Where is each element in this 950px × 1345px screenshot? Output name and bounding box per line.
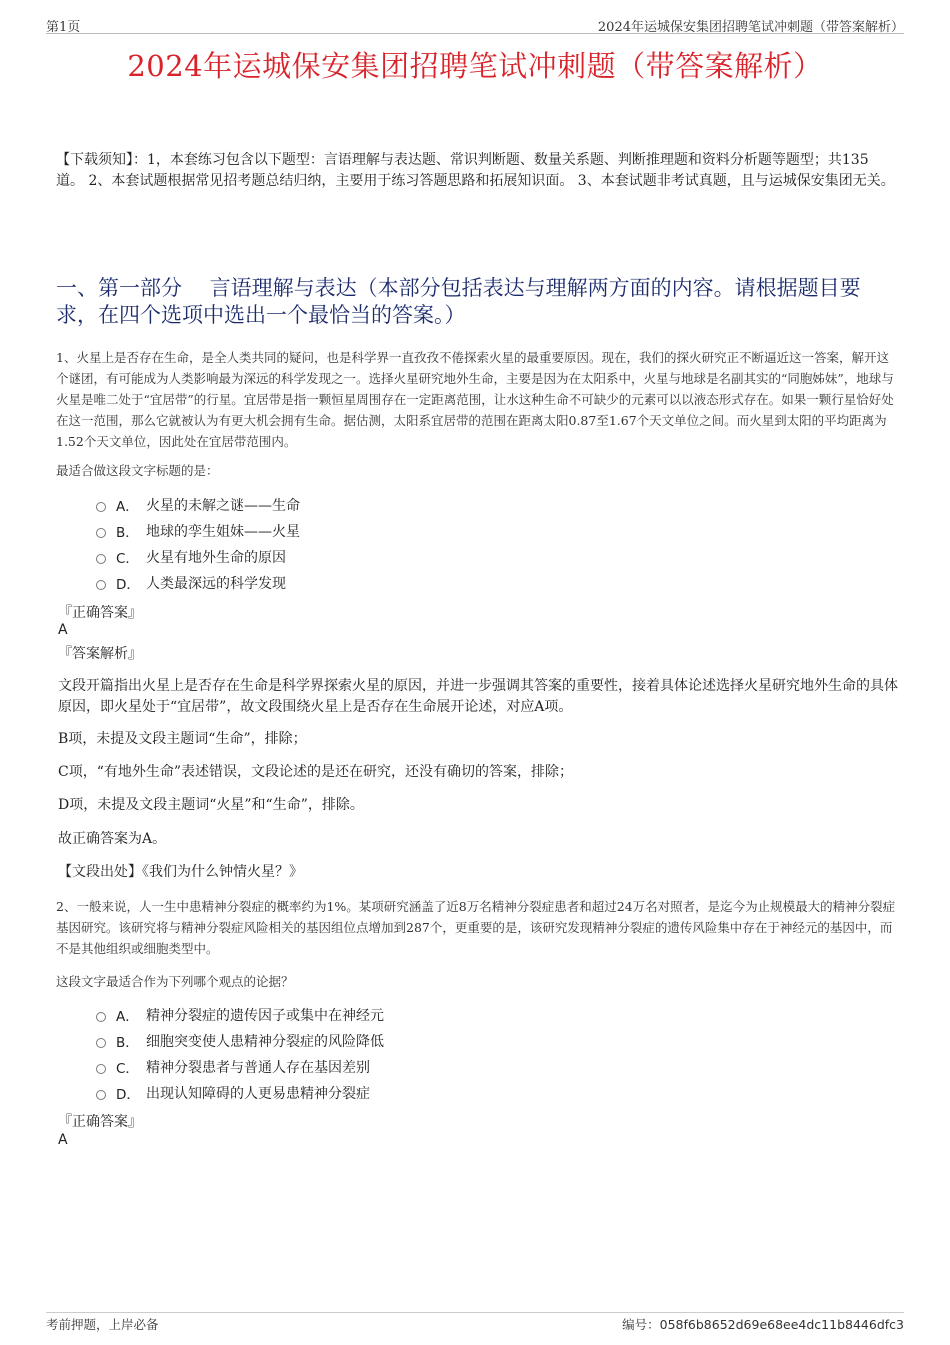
question-2-option-b[interactable] [96,1030,384,1052]
analysis-paragraph: D项，未提及文段主题词“火星”和“生命”，排除。 [58,797,364,813]
option-letter: C． [116,1061,139,1077]
question-1-option-c[interactable] [96,546,286,568]
question-1-answer: A [58,622,68,638]
option-text: 精神分裂症的遗传因子或集中在神经元 [146,1008,384,1024]
analysis-paragraph: 文段开篇指出火星上是否存在生命是科学界探索火星的原因，并进一步强调其答案的重要性，接着具体论述选择火星研究地外生命的具体原因，即火星处于“宜居带”，故文段围绕火星上是否存在生命展开论述，对应A项。 [58,678,898,715]
radio-icon[interactable] [96,502,106,512]
option-letter: D． [116,577,140,593]
question-1-option-a[interactable] [96,494,300,516]
passage-source: 【文段出处】《我们为什么钟情火星？》 [58,864,303,880]
question-1-passage: 1、火星上是否存在生命，是全人类共同的疑问，也是科学界一直孜孜不倦探索火星的最重要原因。现在，我们的探火研究正不断逼近这一答案，解开这个谜团，有可能成为人类影响最为深远的科学发现之一。选择火星研究地外生命，主要是因为在太阳系中，火星与地球是名副其实的“同胞姊妹”，地球与火星是唯二处于“宜居带”的行星。宜居带是指一颗恒星周围存在一定距离范围，让水这种生命不可缺少的元素可以以液态形式存在。如果一颗行星恰好处在这一范围，那么它就被认为有更大机会拥有生命。据估测，太阳系宜居带的范围在距离太阳0.87至1.67个天文单位之间。而火星到太阳的平均距离为1.52个天文单位，因此处在宜居带范围内。 [56,350,894,449]
question-1-option-d[interactable] [96,572,286,594]
radio-icon[interactable] [96,528,106,538]
analysis-paragraph: 故正确答案为A。 [58,831,167,847]
question-2-answer-label: 『正确答案』 [58,1114,142,1130]
option-text: 细胞突变使人患精神分裂症的风险降低 [146,1034,384,1050]
option-text: 火星有地外生命的原因 [146,550,286,566]
radio-icon[interactable] [96,1090,106,1100]
question-2-option-a[interactable] [96,1004,384,1026]
radio-icon[interactable] [96,1064,106,1074]
header-divider [46,33,904,34]
option-text: 精神分裂患者与普通人存在基因差别 [146,1060,370,1076]
document-id: 编号：058f6b8652d69e68ee4dc11b8446dfc3 [622,1317,904,1332]
option-letter: D． [116,1087,140,1103]
footer-slogan: 考前押题，上岸必备 [46,1317,159,1332]
question-1-stem: 最适合做这段文字标题的是： [56,463,219,478]
radio-icon[interactable] [96,1012,106,1022]
option-letter: C． [116,551,139,567]
question-1-answer-label: 『正确答案』 [58,605,142,621]
option-letter: B． [116,1035,139,1051]
option-text: 火星的未解之谜——生命 [146,498,300,514]
radio-icon[interactable] [96,1038,106,1048]
question-1-option-b[interactable] [96,520,300,542]
question-2-option-c[interactable] [96,1056,370,1078]
option-letter: A． [116,499,139,515]
analysis-paragraph: C项，“有地外生命”表述错误，文段论述的是还在研究，还没有确切的答案，排除； [58,764,574,780]
question-2-passage: 2、一般来说，人一生中患精神分裂症的概率约为1%。某项研究涵盖了近8万名精神分裂症患者和超过24万名对照者，是迄今为止规模最大的精神分裂症基因研究。该研究将与精神分裂症风险相关的基因组位点增加到287个，更重要的是，该研究发现精神分裂症的遗传风险集中存在于神经元的基因中，而不是其他组织或细胞类型中。 [56,899,896,956]
running-header-title: 2024年运城保安集团招聘笔试冲刺题（带答案解析） [597,20,904,35]
question-2-answer: A [58,1132,68,1148]
document-title: 2024年运城保安集团招聘笔试冲刺题（带答案解析） [127,49,823,83]
page-number: 第1页 [46,20,81,35]
option-text: 地球的孪生姐妹——火星 [146,524,300,540]
footer-divider [46,1312,904,1313]
option-text: 出现认知障碍的人更易患精神分裂症 [146,1086,370,1102]
question-2-stem: 这段文字最适合作为下列哪个观点的论据？ [56,974,294,989]
option-letter: B． [116,525,139,541]
radio-icon[interactable] [96,580,106,590]
question-1-analysis-label: 『答案解析』 [58,646,142,662]
analysis-paragraph: B项，未提及文段主题词“生命”，排除； [58,731,307,747]
option-text: 人类最深远的科学发现 [146,576,286,592]
radio-icon[interactable] [96,554,106,564]
download-notice: 【下载须知】：1，本套练习包含以下题型：言语理解与表达题、常识判断题、数量关系题、判断推理题和资料分析题等题型；共135道。 2、本套试题根据常见招考题总结归纳，主要用于练习答题思路和拓展知识面。 3、本套试题非考试真题，且与运城保安集团无关。 [56,152,895,189]
section-heading: 一、第一部分 言语理解与表达（本部分包括表达与理解两方面的内容。请根据题目要求，在四个选项中选出一个最恰当的答案。） [56,276,861,327]
option-letter: A． [116,1009,139,1025]
question-2-option-d[interactable] [96,1082,370,1104]
